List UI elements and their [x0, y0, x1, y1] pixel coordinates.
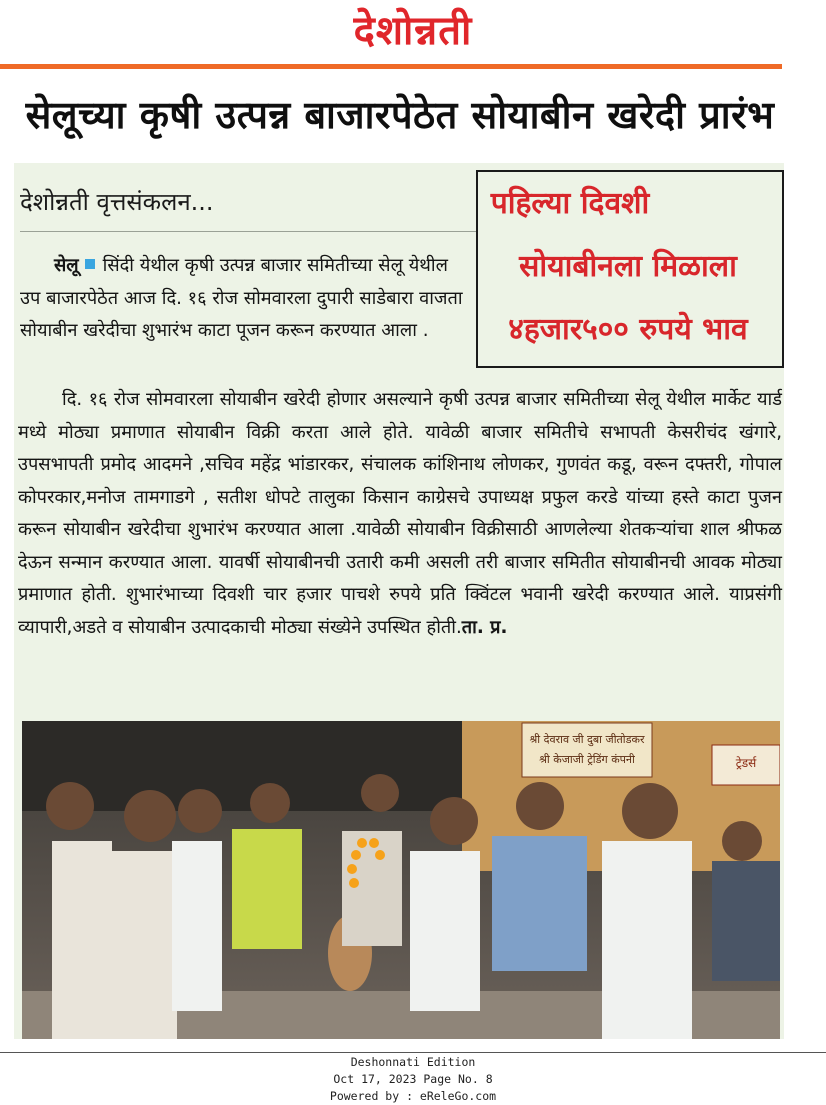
body-text: दि. १६ रोज सोमवारला सोयाबीन खरेदी होणार असल्याने कृषी उत्पन्न बाजार समितीच्या सेलू येथील मार्केट यार्ड मध्ये मोठ्या प्रमाणात सोयाबीन विक्री करता आले होते. यावेळी बाजार समितीचे सभापती केसरीचंद खंगारे, उपसभापती प्रमोद आदमने ,सचिव महेंद्र भांडारकर, संचालक कांशिनाथ लोणकर, गुणवंत कडू, वरून दफ्तरी, गोपाल कोपरकार,मनोज तामगाडगे , सतीश धोपटे तालुका किसान काग्रेसचे उपाध्यक्ष प्रफुल करडे यांच्या हस्ते काटा पुजन करून सोयाबीन खरेदीचा शुभारंभ करण्यात आला .यावेळी सोयाबीन विक्रीसाठी आणलेल्या शेतकऱ्यांचा शाल श्रीफळ देऊन सन्मान करण्यात आला. यावर्षी सोयाबीनची उतारी कमी असली तरी बाजार समितीत सोयाबीनची आवक मोठ्या प्रमाणात होती. शुभारंभाच्या दिवशी चार हजार पाचशे रुपये प्रति क्विंटल भवानी खरेदी करण्यात आले. याप्रसंगी व्यापारी,अडते व सोयाबीन उत्पादकाची मोठ्या संख्येने उपस्थित होती. [18, 389, 782, 638]
callout-line-2: सोयाबीनला मिळाला [519, 249, 737, 284]
dateline-place: सेलू [54, 255, 79, 276]
article-headline: सेलूच्या कृषी उत्पन्न बाजारपेठेत सोयाबीन खरेदी प्रारंभ [25, 93, 775, 137]
callout-line-3: ४हजार५०० रुपये भाव [508, 312, 748, 347]
masthead [0, 0, 826, 62]
intro-text: सिंदी येथील कृषी उत्पन्न बाजार समितीच्या सेलू येथील उप बाजारपेठेत आज दि. १६ रोज सोमवारला दुपारी साडेबारा वाजता सोयाबीन खरेदीचा शुभारंभ काटा पूजन करून करण्यात आला . [20, 255, 463, 341]
byline: देशोन्नती वृत्तसंकलन... [20, 188, 214, 216]
highlight-callout [476, 170, 784, 368]
footer-powered-by: Powered by : eReleGo.com [329, 1089, 497, 1103]
article-box [14, 163, 784, 1039]
paragraph-body [18, 384, 782, 644]
page-footer [0, 1052, 826, 1103]
masthead-divider [0, 64, 782, 69]
paragraph-intro [20, 250, 472, 348]
shop-sign-line-2: श्री केजाजी ट्रेडिंग कंपनी [539, 753, 635, 766]
footer-date-page: Oct 17, 2023 Page No. 8 [333, 1072, 493, 1086]
shop-sign-2: ट्रेडर्स [735, 756, 757, 770]
photo-illustration [22, 721, 780, 1039]
footer-edition: Deshonnati Edition [350, 1055, 476, 1069]
shop-sign-line-1: श्री देवराव जी दुबा जीतोडकर [529, 733, 645, 746]
newspaper-logo: देशोन्नती [353, 8, 473, 54]
news-photo [22, 721, 780, 1039]
byline-divider [20, 231, 480, 232]
callout-line-1: पहिल्या दिवशी [490, 186, 650, 221]
dateline-square-icon [85, 259, 95, 269]
reporter-sign: ता. प्र. [461, 616, 508, 638]
